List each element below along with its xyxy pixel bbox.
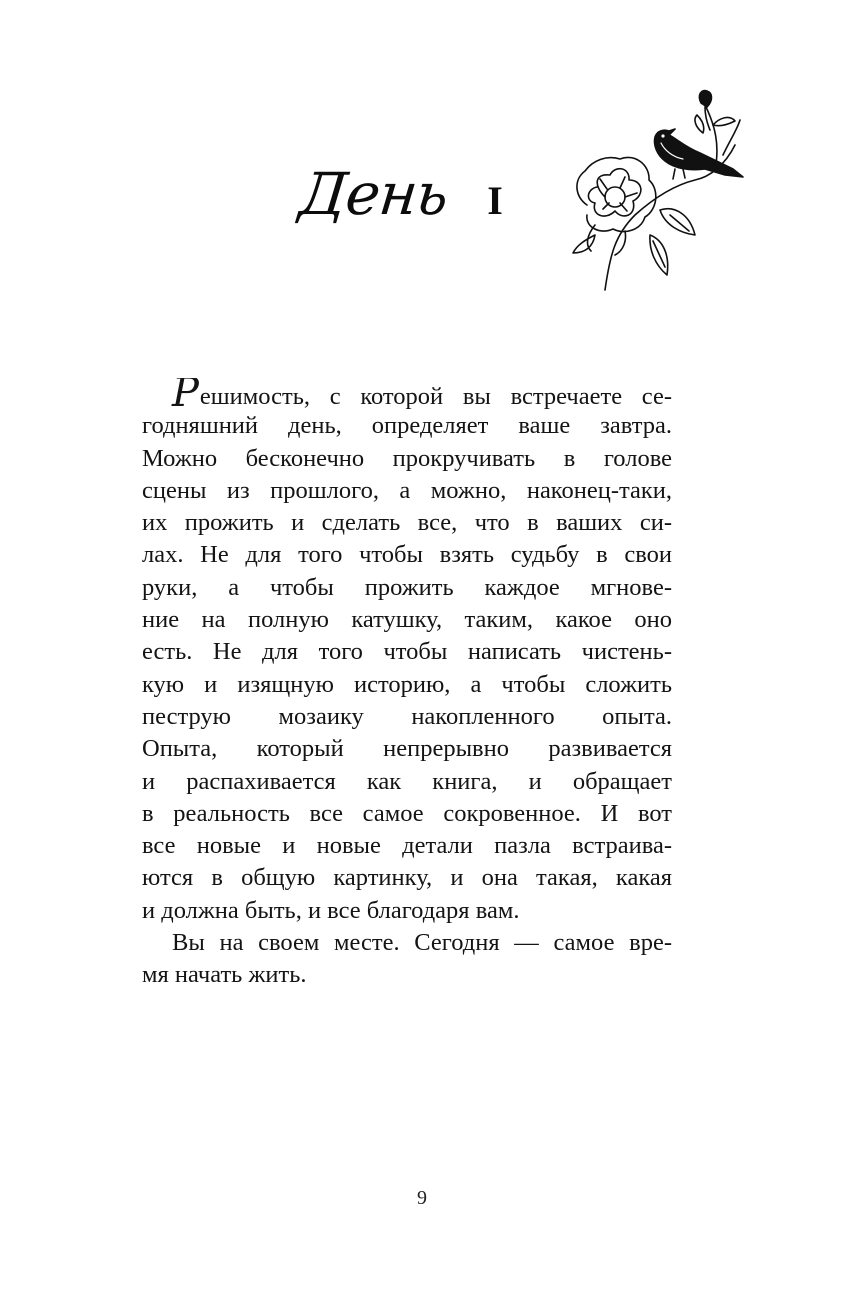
- text-line: годняшний день, определяет ваше завтра.: [142, 412, 672, 440]
- chapter-title-word: День: [296, 160, 451, 228]
- chapter-title-number: I: [487, 177, 503, 223]
- text-line: Вы на своем месте. Сегодня — самое вре-: [172, 929, 672, 957]
- bird-on-flower-branch-icon: [565, 85, 755, 300]
- text-line: Можно бесконечно прокручивать в голове: [142, 444, 672, 472]
- text-line: в реальность все самое сокровенное. И вот: [142, 799, 672, 827]
- text-line: их прожить и сделать все, что в ваших си-: [142, 509, 672, 537]
- text-line: и должна быть, и все благодаря вам.: [142, 896, 520, 924]
- text-line: все новые и новые детали пазла встраива-: [142, 832, 672, 860]
- text-line: ние на полную катушку, таким, какое оно: [142, 606, 672, 634]
- page-number: 9: [417, 1187, 427, 1209]
- text-line: руки, а чтобы прожить каждое мгнове-: [142, 573, 672, 601]
- text-line: ются в общую картинку, и она такая, какая: [142, 864, 672, 892]
- chapter-text: [142, 378, 672, 992]
- paragraph-1-line-1: [142, 378, 672, 410]
- text-line: лах. Не для того чтобы взять судьбу в свои: [142, 541, 672, 569]
- text-line: Опыта, который непрерывно развивается: [142, 735, 672, 763]
- text-line: кую и изящную историю, а чтобы сложить: [142, 670, 672, 698]
- chapter-heading: [296, 160, 503, 228]
- text-line: пеструю мозаику накопленного опыта.: [142, 702, 672, 730]
- text-line: есть. Не для того чтобы написать чистень-: [142, 638, 672, 666]
- text-line: сцены из прошлого, а можно, наконец-таки,: [142, 476, 672, 504]
- text-line: ешимость, с которой вы встречаете се-: [199, 383, 672, 410]
- text-line: и распахивается как книга, и обращает: [142, 767, 672, 795]
- drop-cap: Р: [172, 378, 199, 411]
- text-line: мя начать жить.: [142, 961, 307, 989]
